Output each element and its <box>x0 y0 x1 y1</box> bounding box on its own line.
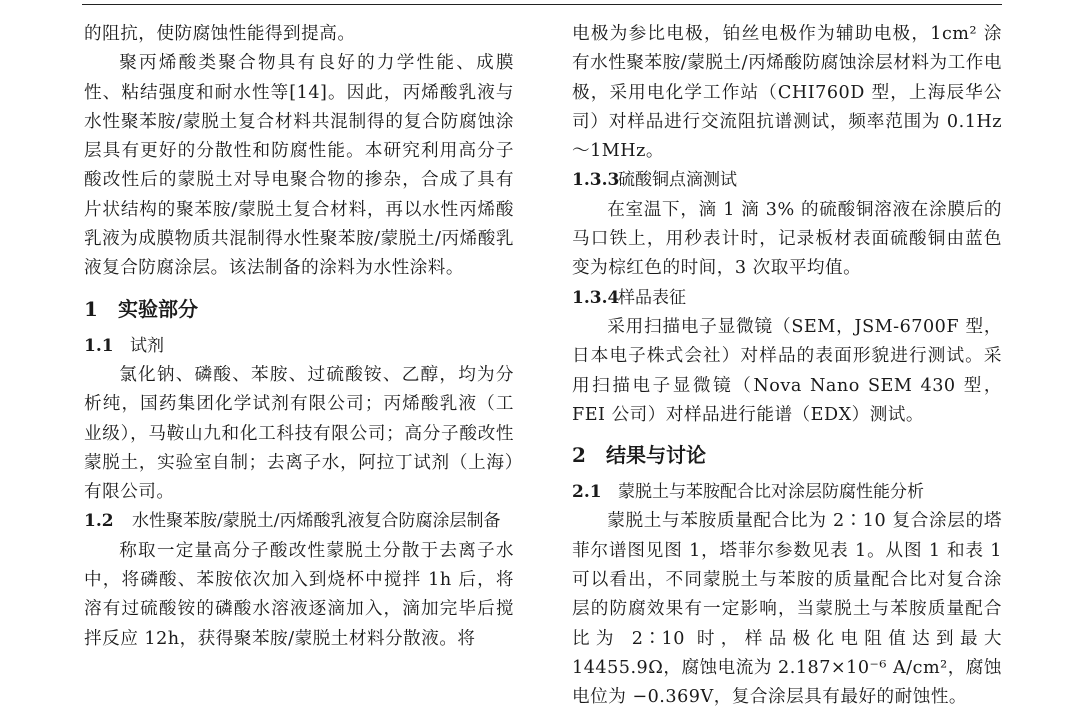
paragraph-copper-sulfate: 在室温下，滴 1 滴 3% 的硫酸铜溶液在涂膜后的马口铁上，用秒表计时，记录板材表面硫酸铜由蓝色变为棕红色的时间，3 次取平均值。 <box>572 199 1002 279</box>
page-top-rule <box>82 4 1002 5</box>
subsection-number: 1.1 <box>84 335 114 356</box>
subsection-number: 1.3.4 <box>572 287 620 308</box>
section-heading-experimental <box>84 294 514 324</box>
subsection-heading-reagents <box>84 332 514 361</box>
paragraph-electrochemical-test: 电极为参比电极，铂丝电极作为辅助电极，1cm² 涂有水性聚苯胺/蒙脱土/丙烯酸防腐蚀涂层材料为工作电极，采用电化学工作站（CHI760D 型，上海辰华公司）对样品进行交流阻抗谱测试，频率范围为 0.1Hz～1MHz。 <box>572 24 1002 162</box>
section-number: 2 <box>572 443 586 468</box>
subsection-heading-characterization <box>572 284 1002 313</box>
subsection-title: 样品表征 <box>618 287 686 308</box>
section-title: 实验部分 <box>118 296 198 321</box>
left-column <box>84 20 514 654</box>
section-title: 结果与讨论 <box>606 443 706 468</box>
subsection-title: 硫酸铜点滴测试 <box>618 170 737 191</box>
subsection-heading-preparation <box>84 507 514 536</box>
subsection-heading-ratio-analysis <box>572 478 1002 507</box>
subsection-number: 1.2 <box>84 511 114 532</box>
subsection-title: 水性聚苯胺/蒙脱土/丙烯酸乳液复合防腐涂层制备 <box>132 511 501 532</box>
subsection-heading-copper-sulfate <box>572 166 1002 195</box>
subsection-title: 试剂 <box>130 335 164 356</box>
paragraph-reagents: 氯化钠、磷酸、苯胺、过硫酸铵、乙醇，均为分析纯，国药集团化学试剂有限公司；丙烯酸乳液（工业级），马鞍山九和化工科技有限公司；高分子酸改性蒙脱土，实验室自制；去离子水，阿拉丁试剂（上海）有限公司。 <box>84 364 514 503</box>
paragraph-preparation: 称取一定量高分子酸改性蒙脱土分散于去离子水中，将磷酸、苯胺依次加入到烧杯中搅拌 1h 后，将溶有过硫酸铵的磷酸水溶液逐滴加入，滴加完毕后搅拌反应 12h，获得聚苯胺/蒙脱土材料分散液。将 <box>84 540 514 649</box>
right-column <box>572 20 1002 713</box>
subsection-title: 蒙脱土与苯胺配合比对涂层防腐性能分析 <box>618 482 924 503</box>
subsection-number: 2.1 <box>572 482 602 503</box>
paragraph-continuation: 的阻抗，使防腐蚀性能得到提高。 <box>84 24 356 44</box>
paragraph-ratio-analysis: 蒙脱土与苯胺质量配合比为 2∶10 复合涂层的塔菲尔谱图见图 1，塔菲尔参数见表 1。从图 1 和表 1 可以看出，不同蒙脱土与苯胺的质量配合比对复合涂层的防腐效果有一定影响，当蒙脱土与苯胺质量配合比为 2∶10 时，样品极化电阻值达到最大 14455.9Ω，腐蚀电流为 2.187×10⁻⁶ A/cm²，腐蚀电位为 −0.369V，复合涂层具有最好的耐蚀性。 <box>572 511 1002 708</box>
section-number: 1 <box>84 296 98 321</box>
paragraph-polyacrylate: 聚丙烯酸类聚合物具有良好的力学性能、成膜性、粘结强度和耐水性等[14]。因此，丙烯酸乳液与水性聚苯胺/蒙脱土复合材料共混制得的复合防腐蚀涂层具有更好的分散性和防腐性能。本研究利用高分子酸改性后的蒙脱土对导电聚合物的掺杂，合成了具有片状结构的聚苯胺/蒙脱土复合材料，再以水性丙烯酸乳液为成膜物质共混制得水性聚苯胺/蒙脱土/丙烯酸乳液复合防腐涂层。该法制备的涂料为水性涂料。 <box>84 53 514 279</box>
paragraph-characterization: 采用扫描电子显微镜（SEM，JSM-6700F 型，日本电子株式会社）对样品的表面形貌进行测试。采用扫描电子显微镜（Nova Nano SEM 430 型，FEI 公司）对样品进行能谱（EDX）测试。 <box>572 316 1002 425</box>
section-heading-results <box>572 440 1002 470</box>
subsection-number: 1.3.3 <box>572 170 620 191</box>
